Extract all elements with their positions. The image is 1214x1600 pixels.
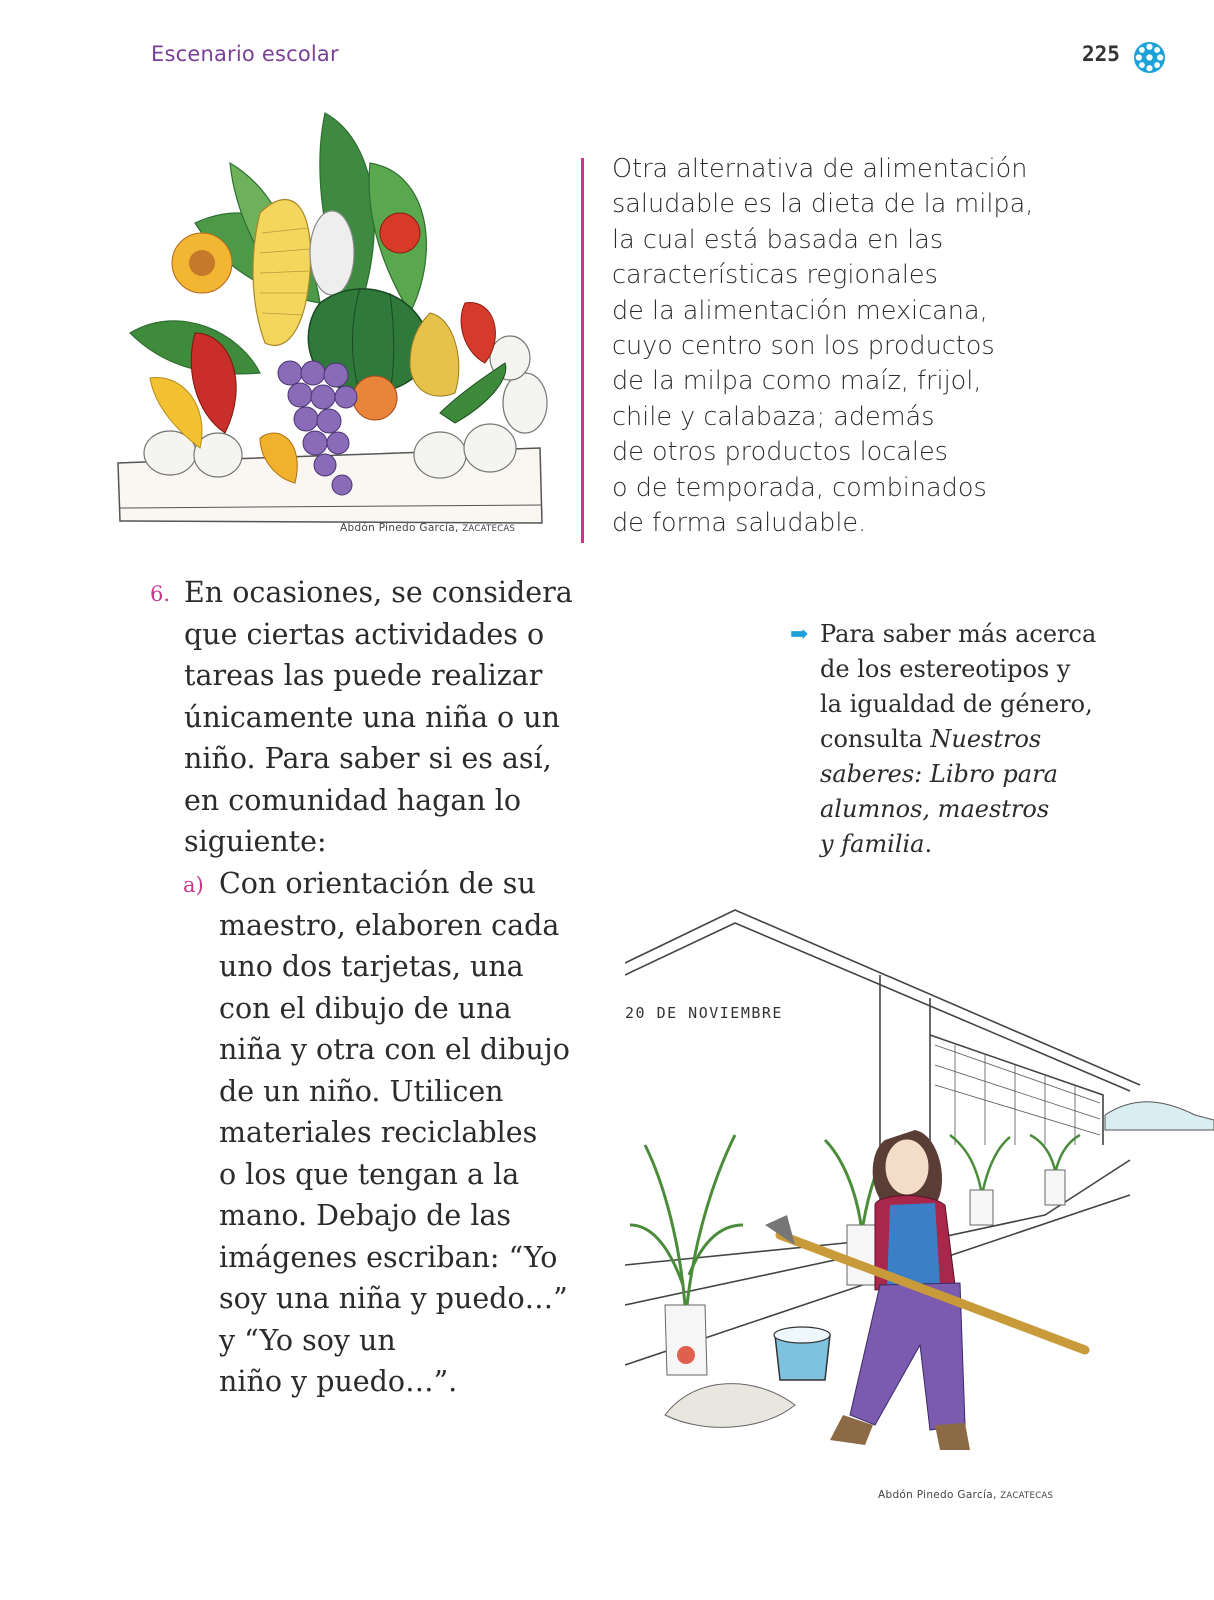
activity-number: 6. <box>150 582 171 606</box>
intro-line: de forma saludable. <box>612 508 867 539</box>
activity-line: en comunidad hagan lo <box>184 783 522 817</box>
tip-line <box>820 722 1150 757</box>
book-title-part: alumnos, maestros <box>820 795 1050 823</box>
tip-line: la igualdad de género, <box>820 690 1093 718</box>
step-a-instructions <box>219 863 599 1403</box>
step-line: y “Yo soy un <box>219 1323 396 1357</box>
activity-line: En ocasiones, se considera <box>184 576 573 609</box>
step-line: Con orientación de su <box>219 867 536 900</box>
tip-line <box>820 792 1150 827</box>
vertical-divider <box>581 158 584 543</box>
book-title-part: saberes: Libro para <box>820 760 1058 788</box>
step-line: con el dibujo de una <box>219 991 512 1025</box>
intro-line: cuyo centro son los productos <box>612 331 995 362</box>
tip-consulta: consulta <box>820 725 931 753</box>
step-line: niño y puedo…”. <box>219 1365 458 1398</box>
intro-line: de la alimentación mexicana, <box>612 295 988 326</box>
credit-author: Abdón Pinedo García, <box>878 1489 1001 1501</box>
intro-line: o de temporada, combinados <box>612 472 987 503</box>
tip-line <box>820 827 1150 862</box>
step-line: imágenes escriban: “Yo <box>219 1240 558 1274</box>
step-line: mano. Debajo de las <box>219 1199 512 1232</box>
tip-line: de los estereotipos y <box>820 655 1071 683</box>
book-title-part: Nuestros <box>930 725 1042 753</box>
school-sign-text: 20 DE NOVIEMBRE <box>625 1004 783 1022</box>
flower-badge-icon <box>1133 41 1166 74</box>
page-number: 225 <box>1082 42 1120 66</box>
intro-line: características regionales <box>612 260 938 291</box>
tip-line: Para saber más acerca <box>820 620 1097 648</box>
school-garden-illustration <box>625 905 1214 1485</box>
step-line: o los que tengan a la <box>219 1157 520 1191</box>
intro-line: la cual está basada en las <box>612 224 944 255</box>
step-marker: a) <box>183 873 204 897</box>
activity-line: tareas las puede realizar <box>184 659 543 692</box>
step-line: maestro, elaboren cada <box>219 908 560 942</box>
step-line: niña y otra con el dibujo <box>219 1033 570 1066</box>
credit-author: Abdón Pinedo García, <box>340 522 463 534</box>
step-line: materiales reciclables <box>219 1116 538 1149</box>
intro-line: de otros productos locales <box>612 437 948 468</box>
book-title-part: y familia <box>820 830 925 858</box>
credit-place: ZACATECAS <box>462 524 516 534</box>
intro-line: de la milpa como maíz, frijol, <box>612 366 982 397</box>
activity-line: que ciertas actividades o <box>184 617 545 651</box>
tip-text <box>820 617 1150 862</box>
step-line: de un niño. Utilicen <box>219 1074 504 1108</box>
milpa-produce-illustration <box>110 103 570 533</box>
activity-instructions <box>184 572 604 863</box>
illustration-credit <box>340 522 515 534</box>
step-line: uno dos tarjetas, una <box>219 950 524 983</box>
credit-place: ZACATECAS <box>1000 1491 1054 1501</box>
intro-line: chile y calabaza; además <box>612 401 935 432</box>
activity-line: únicamente una niña o un <box>184 700 560 734</box>
intro-line: Otra alternativa de alimentación <box>612 154 1028 184</box>
section-title: Escenario escolar <box>151 42 339 66</box>
step-line: soy una niña y puedo…” <box>219 1282 568 1315</box>
right-arrow-icon: ➡ <box>790 622 809 647</box>
tip-period: . <box>924 830 933 858</box>
tip-line <box>820 757 1150 792</box>
activity-line: niño. Para saber si es así, <box>184 742 552 775</box>
intro-line: saludable es la dieta de la milpa, <box>612 189 1034 220</box>
intro-paragraph <box>612 152 1082 541</box>
activity-line: siguiente: <box>184 825 327 858</box>
illustration-credit <box>878 1489 1053 1501</box>
